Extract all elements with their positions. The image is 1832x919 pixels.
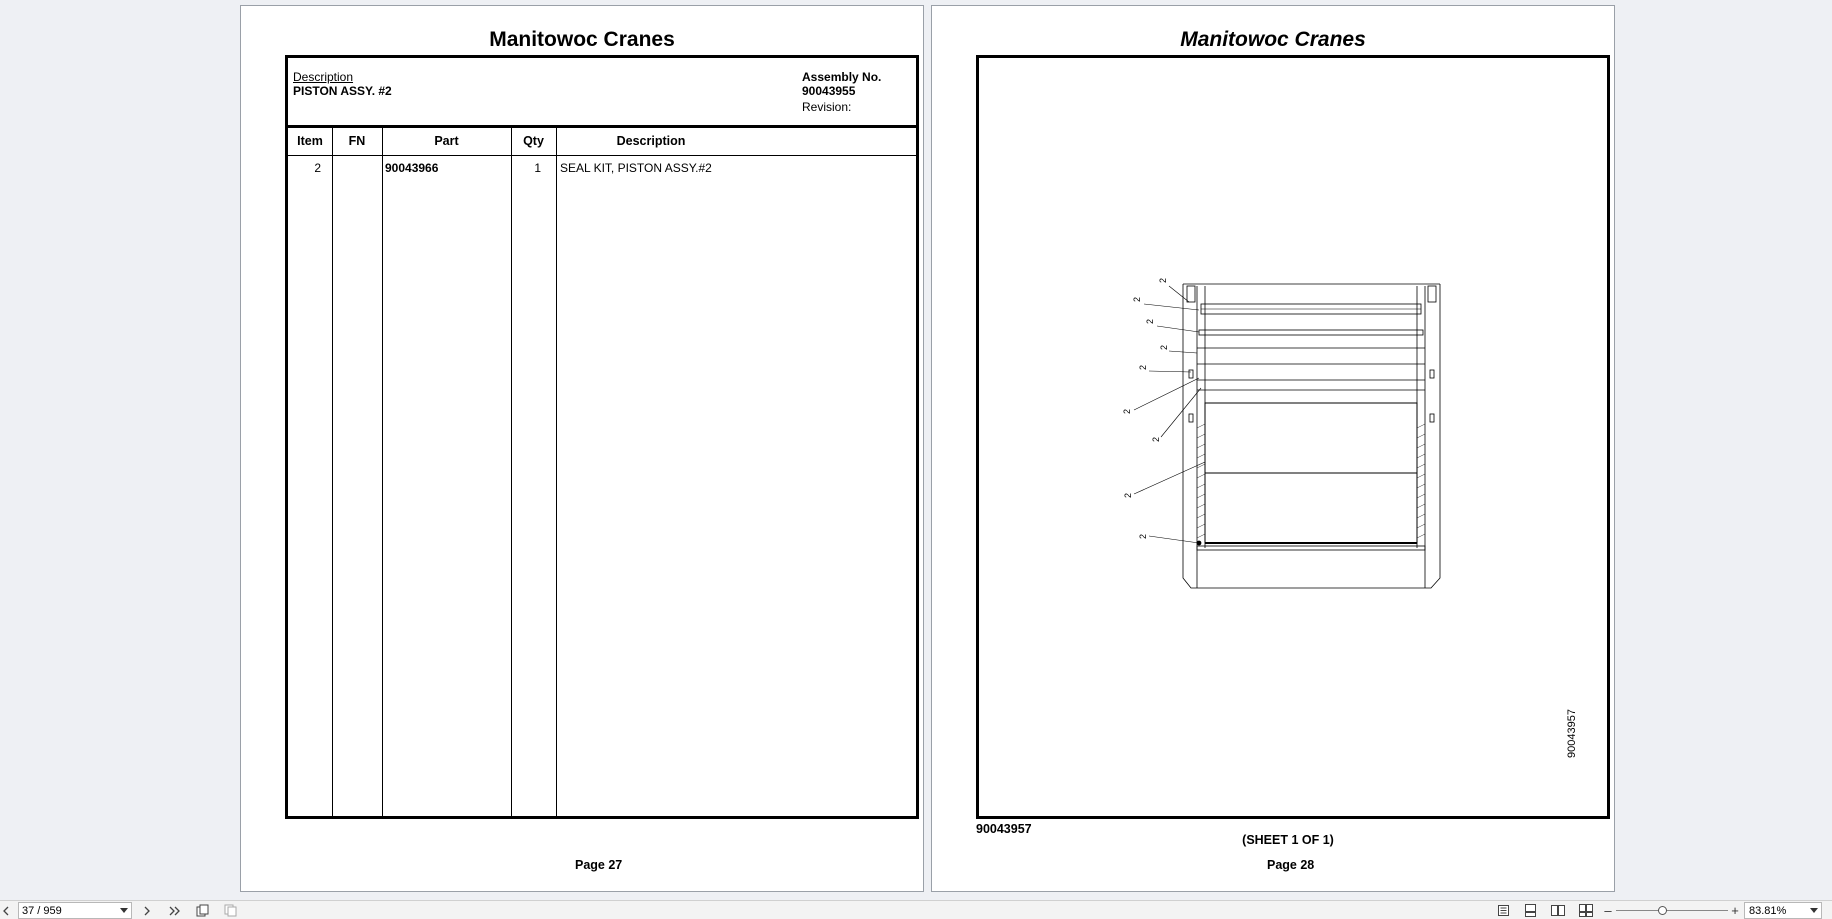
- callout-label: 2: [1138, 533, 1148, 539]
- continuous-facing-view-icon[interactable]: [1577, 902, 1595, 919]
- piston-assembly-drawing: [979, 58, 1607, 816]
- zoom-level-selector[interactable]: [1744, 902, 1822, 919]
- zoom-in-icon[interactable]: +: [1731, 903, 1739, 918]
- callout-label: 2: [1138, 364, 1148, 370]
- zoom-slider[interactable]: [1616, 902, 1728, 919]
- chevron-down-icon: [120, 908, 128, 913]
- next-page-icon[interactable]: [140, 902, 154, 919]
- single-page-view-icon[interactable]: [1494, 902, 1512, 919]
- page-number: Page 27: [575, 858, 623, 872]
- drawing-id-vertical: 90043957: [1566, 709, 1578, 758]
- assembly-label: Assembly No.: [802, 70, 882, 84]
- page-indicator: 37 / 959: [22, 904, 62, 917]
- slider-track: [1616, 910, 1728, 911]
- facing-view-icon[interactable]: [1549, 902, 1567, 919]
- callout-label: 2: [1123, 492, 1133, 498]
- column-divider: [382, 128, 383, 816]
- callout-label: 2: [1122, 408, 1132, 414]
- bottom-toolbar: [0, 900, 1832, 919]
- last-page-icon[interactable]: [166, 902, 184, 919]
- continuous-view-icon[interactable]: [1521, 902, 1539, 919]
- description-value: PISTON ASSY. #2: [293, 84, 392, 98]
- description-label: Description: [293, 70, 354, 84]
- row-item: 2: [314, 161, 321, 175]
- zoom-value: 83.81%: [1749, 904, 1787, 917]
- assembly-header: [288, 58, 916, 128]
- page-title: Manitowoc Cranes: [489, 28, 675, 51]
- revision-label: Revision:: [802, 100, 852, 114]
- row-part: 90043966: [385, 161, 439, 175]
- slider-thumb[interactable]: [1658, 906, 1667, 915]
- drawing-frame: [976, 55, 1610, 819]
- column-header-part: Part: [434, 134, 459, 148]
- assembly-value: 90043955: [802, 84, 856, 98]
- column-header-item: Item: [297, 134, 323, 148]
- page-title: Manitowoc Cranes: [1180, 28, 1366, 51]
- parts-list-table: [285, 55, 919, 819]
- column-header-qty: Qty: [523, 134, 544, 148]
- sheet-label: (SHEET 1 OF 1): [1242, 833, 1334, 847]
- callout-label: 2: [1159, 344, 1169, 350]
- callout-label: 2: [1132, 296, 1142, 302]
- paste-page-icon[interactable]: [222, 902, 240, 919]
- header-divider: [288, 155, 916, 156]
- row-description: SEAL KIT, PISTON ASSY.#2: [560, 161, 712, 175]
- column-divider: [556, 128, 557, 816]
- drawing-number: 90043957: [976, 822, 1032, 836]
- document-page-left: [240, 5, 924, 892]
- prev-page-icon[interactable]: [0, 902, 12, 919]
- chevron-down-icon: [1810, 908, 1818, 913]
- column-header-fn: FN: [348, 134, 366, 148]
- callout-label: 2: [1151, 436, 1161, 442]
- row-qty: 1: [534, 161, 541, 175]
- page-number: Page 28: [1267, 858, 1315, 872]
- column-divider: [332, 128, 333, 816]
- callout-label: 2: [1145, 318, 1155, 324]
- callout-label: 2: [1158, 277, 1168, 283]
- zoom-out-icon[interactable]: –: [1604, 903, 1612, 918]
- document-page-right: [931, 5, 1615, 892]
- column-header-description: Description: [616, 134, 686, 148]
- column-divider: [511, 128, 512, 816]
- copy-page-icon[interactable]: [194, 902, 212, 919]
- page-number-selector[interactable]: [18, 902, 132, 919]
